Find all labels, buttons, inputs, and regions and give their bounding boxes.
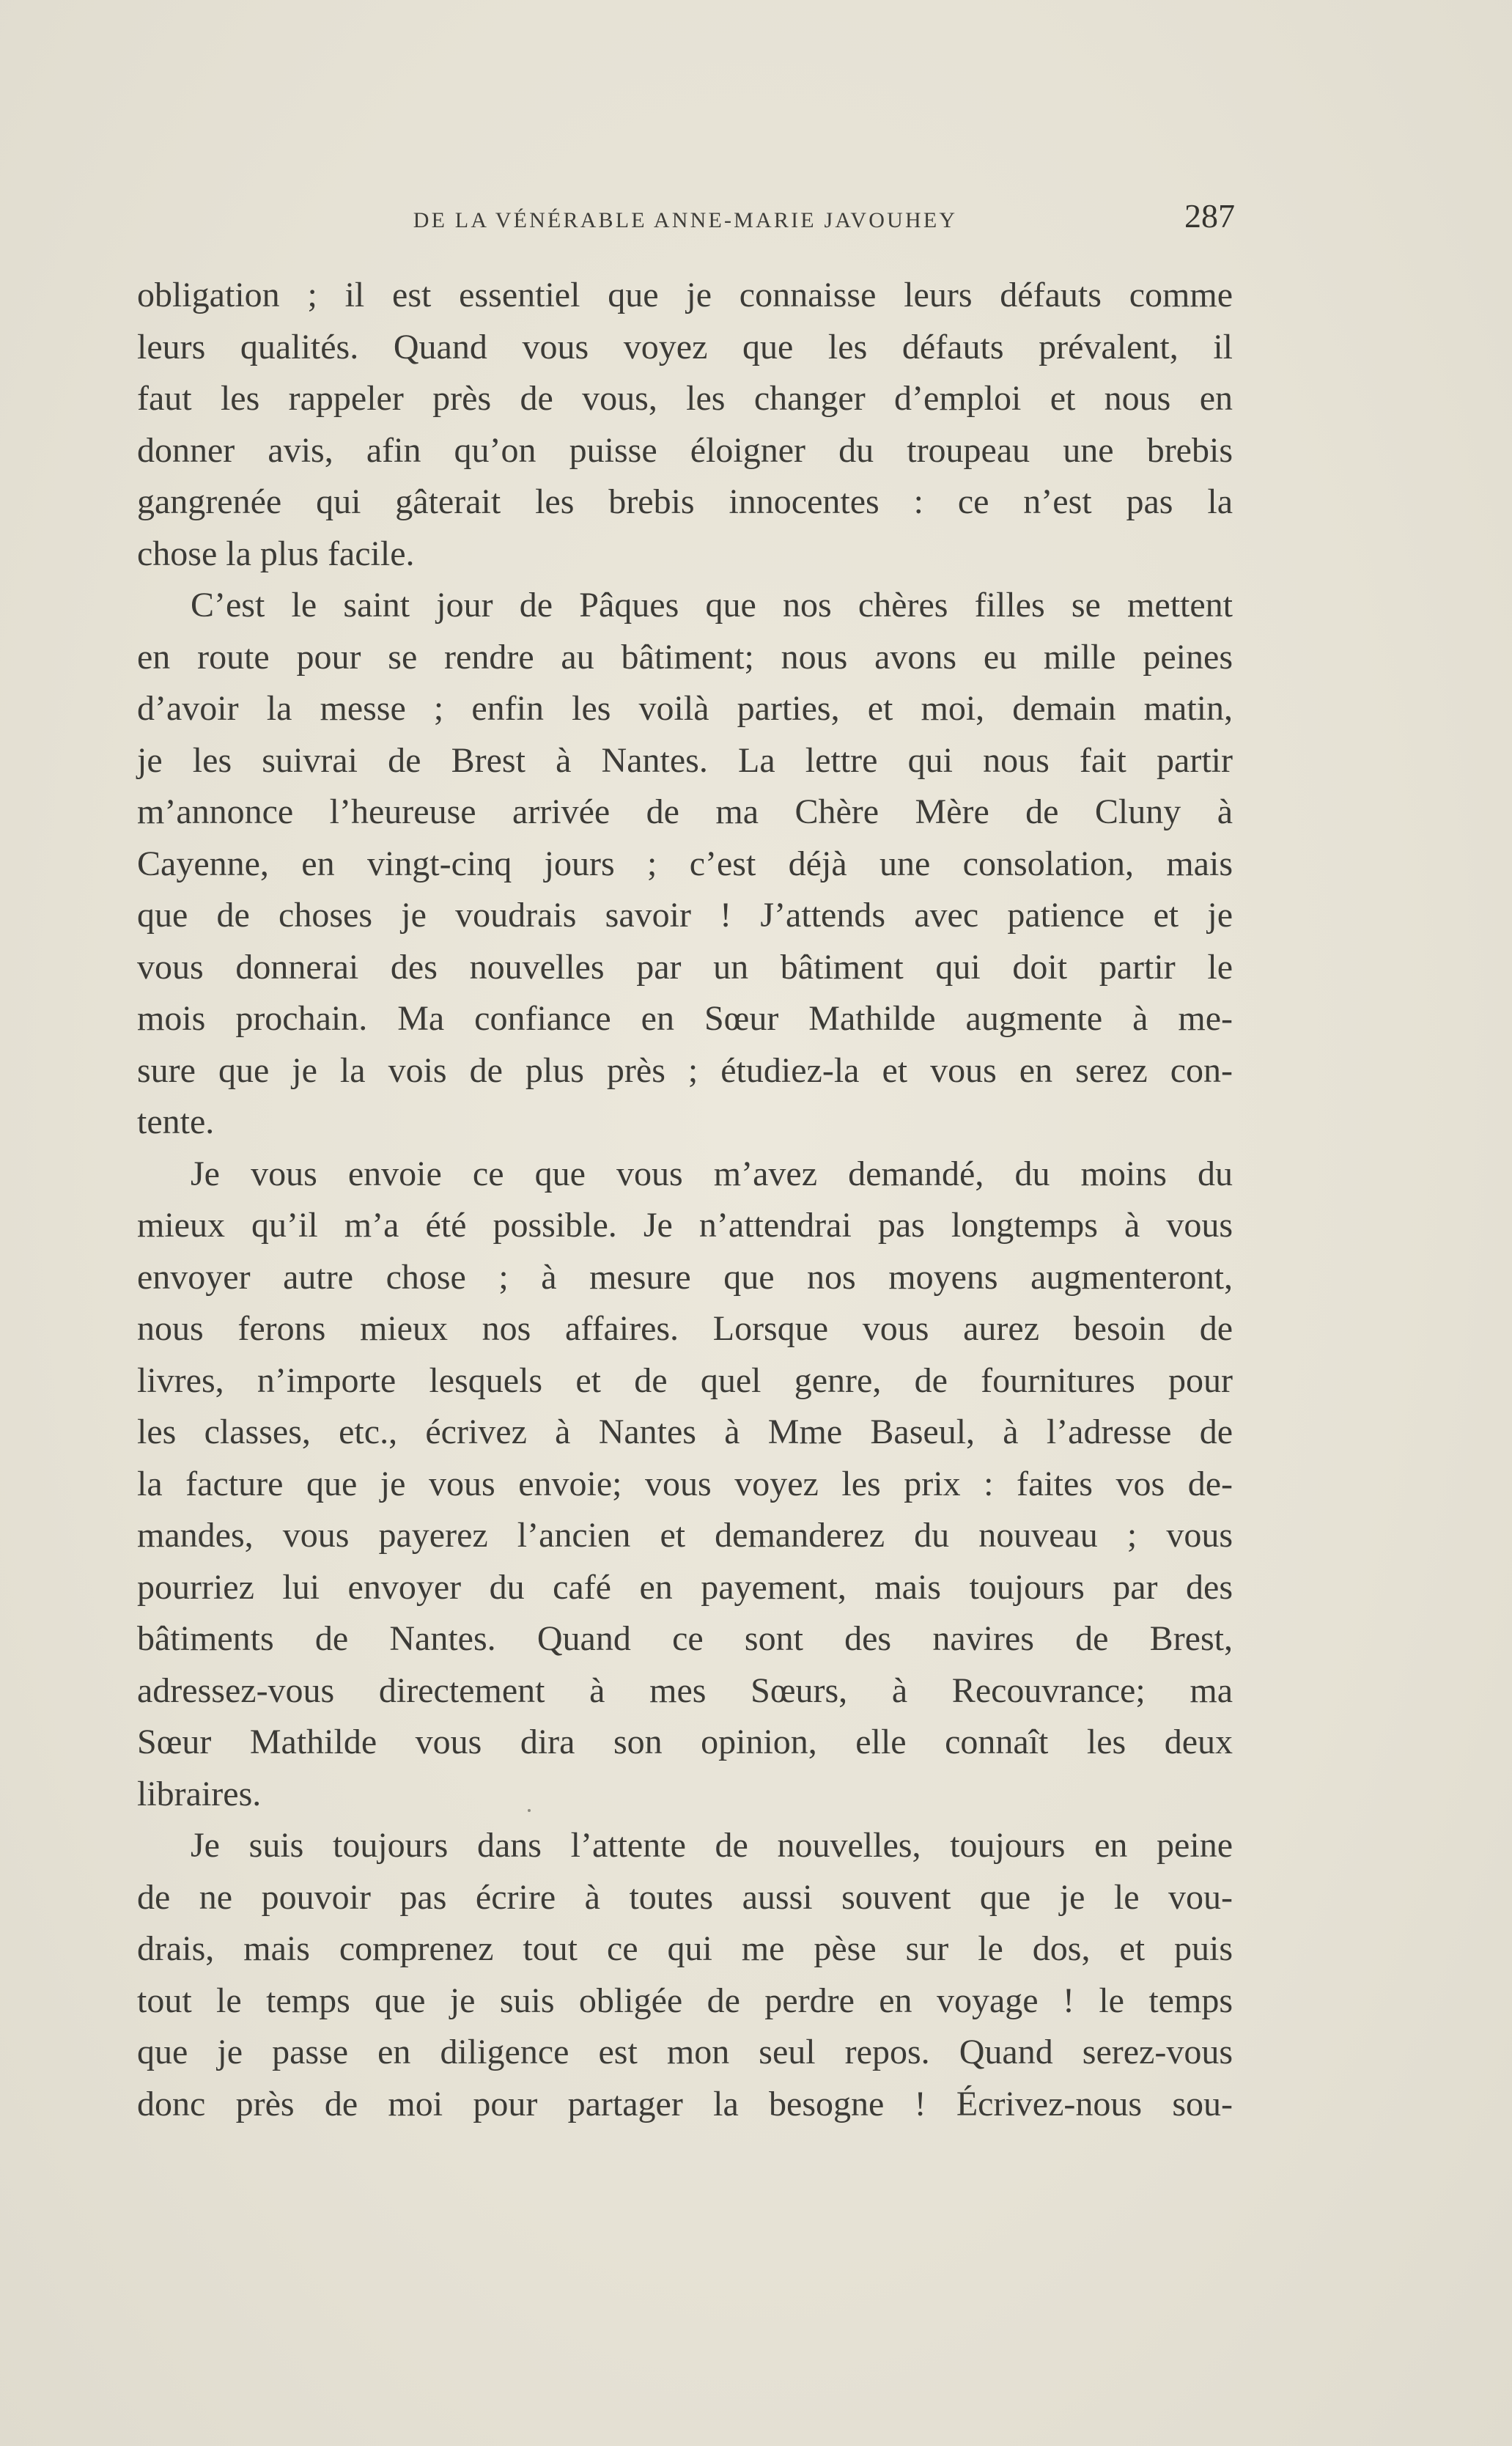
text-line: Cayenne, en vingt-cinq jours ; c’est déjà une consolation, mais [137, 844, 1233, 883]
text-line: leurs qualités. Quand vous voyez que les défauts prévalent, il [137, 327, 1233, 366]
text-line: adressez-vous directement à mes Sœurs, à Recouvrance; ma [137, 1670, 1233, 1710]
text-line: libraires. [137, 1774, 262, 1813]
text-line: vous donnerai des nouvelles par un bâtiment qui doit partir le [137, 947, 1233, 987]
text-line: envoyer autre chose ; à mesure que nos moyens augmenteront, [137, 1257, 1233, 1297]
text-line: que je passe en diligence est mon seul repos. Quand serez-vous [137, 2033, 1233, 2071]
text-line: tente. [137, 1102, 215, 1141]
text-line: chose la plus facile. [137, 534, 415, 573]
text-line: donner avis, afin qu’on puisse éloigner du troupeau une brebis [137, 430, 1233, 470]
text-line: Sœur Mathilde vous dira son opinion, elle connaît les deux [137, 1723, 1233, 1761]
body-text [137, 270, 1233, 2130]
text-line: pourriez lui envoyer du café en payement, mais toujours par des [137, 1567, 1233, 1607]
paragraph-3 [137, 1149, 1233, 1821]
text-line: de ne pouvoir pas écrire à toutes aussi souvent que je le vou- [137, 1877, 1233, 1917]
page-number: 287 [1184, 197, 1235, 235]
text-line: tout le temps que je suis obligée de perdre en voyage ! le temps [137, 1981, 1233, 2020]
running-head: DE LA VÉNÉRABLE ANNE-MARIE JAVOUHEY [413, 208, 958, 232]
text-line: livres, n’importe lesquels et de quel genre, de fournitures pour [137, 1360, 1233, 1400]
text-line: la facture que je vous envoie; vous voyez les prix : faites vos de- [137, 1464, 1233, 1503]
text-line: mois prochain. Ma confiance en Sœur Mathilde augmente à me- [137, 999, 1233, 1038]
text-line: mieux qu’il m’a été possible. Je n’attendrai pas longtemps à vous [137, 1206, 1233, 1245]
text-line: Je suis toujours dans l’attente de nouvelles, toujours en peine [191, 1826, 1233, 1865]
paragraph-1 [137, 270, 1233, 580]
text-line: que de choses je voudrais savoir ! J’attends avec patience et je [137, 896, 1233, 935]
text-line: bâtiments de Nantes. Quand ce sont des navires de Brest, [137, 1619, 1233, 1658]
text-line: d’avoir la messe ; enfin les voilà parties, et moi, demain matin, [137, 689, 1233, 728]
paragraph-2 [137, 580, 1233, 1149]
text-line: nous ferons mieux nos affaires. Lorsque vous aurez besoin de [137, 1309, 1233, 1348]
text-line: je les suivrai de Brest à Nantes. La lettre qui nous fait partir [137, 740, 1233, 780]
text-line: en route pour se rendre au bâtiment; nous avons eu mille peines [137, 637, 1233, 677]
text-line: m’annonce l’heureuse arrivée de ma Chère Mère de Cluny à [137, 792, 1233, 831]
paper-speck [528, 1809, 531, 1812]
text-line: mandes, vous payerez l’ancien et demanderez du nouveau ; vous [137, 1516, 1233, 1555]
text-line: obligation ; il est essentiel que je connaisse leurs défauts comme [137, 276, 1233, 314]
text-line: drais, mais comprenez tout ce qui me pèse sur le dos, et puis [137, 1929, 1233, 1968]
text-line: faut les rappeler près de vous, les changer d’emploi et nous en [137, 379, 1233, 418]
text-line: gangrenée qui gâterait les brebis innocentes : ce n’est pas la [137, 482, 1233, 521]
text-line: C’est le saint jour de Pâques que nos chères filles se mettent [191, 586, 1233, 625]
text-line: les classes, etc., écrivez à Nantes à Mme Baseul, à l’adresse de [137, 1412, 1233, 1451]
text-line: sure que je la vois de plus près ; étudiez-la et vous en serez con- [137, 1050, 1233, 1090]
paragraph-4 [137, 1820, 1233, 2130]
text-line: Je vous envoie ce que vous m’avez demandé, du moins du [191, 1154, 1233, 1193]
text-line: donc près de moi pour partager la besogne ! Écrivez-nous sou- [137, 2084, 1233, 2123]
